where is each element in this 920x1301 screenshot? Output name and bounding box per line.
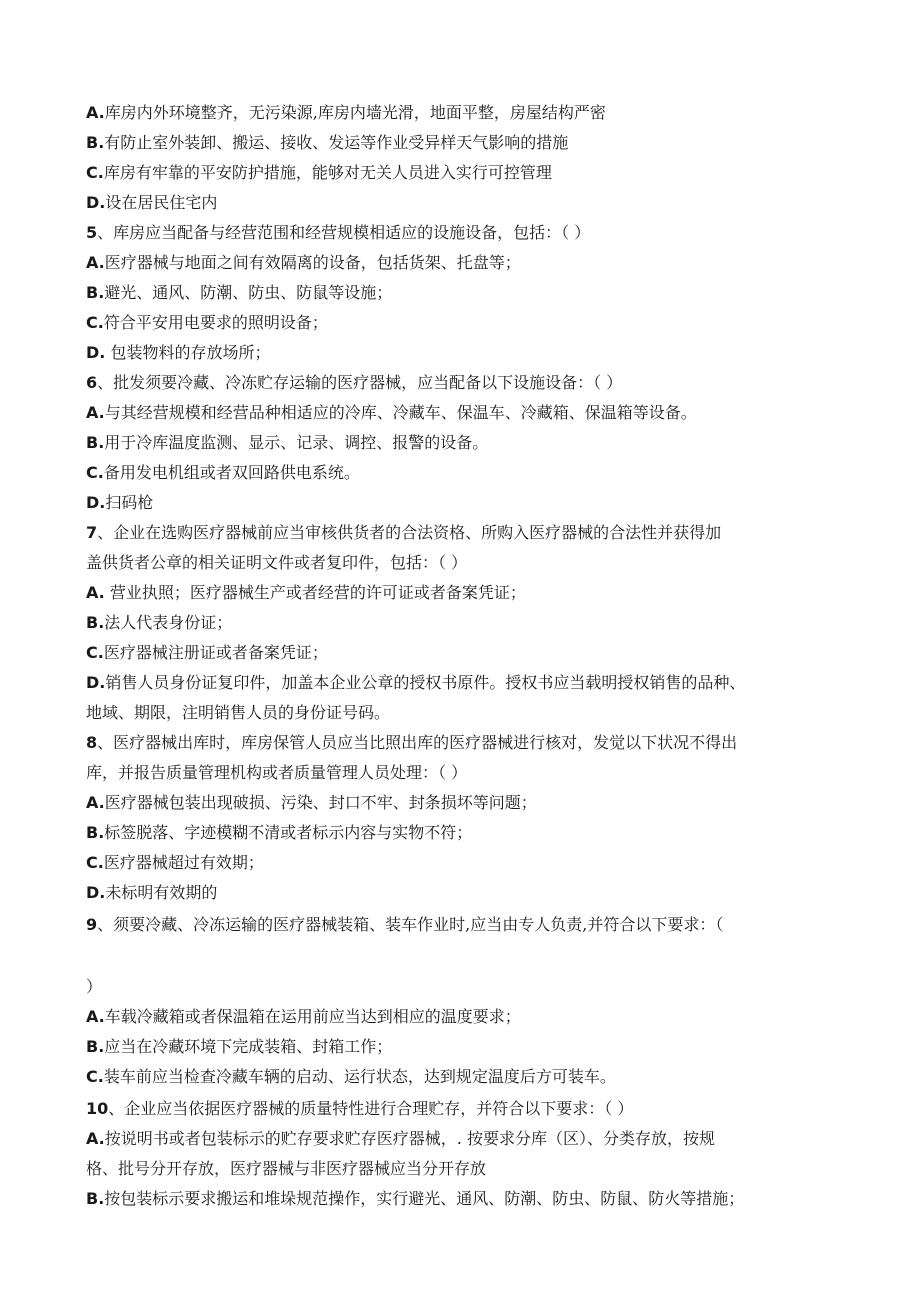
line-text: 医疗器械与地面之间有效隔离的设备，包括货架、托盘等； (104, 253, 521, 272)
text-line (86, 638, 850, 668)
line-text: 法人代表身份证； (104, 613, 233, 632)
question-number: 8 (86, 733, 98, 752)
line-text: 医疗器械包装出现破损、污染、封口不牢、封条损坏等问题； (104, 793, 537, 812)
option-marker: A. (86, 583, 105, 602)
text-line (86, 98, 850, 128)
line-text: 、企业应当依据医疗器械的质量特性进行合理贮存，并符合以下要求：（ ） (108, 1099, 634, 1118)
text-line (86, 188, 850, 218)
text-line (86, 548, 850, 578)
question-number: 7 (86, 523, 98, 542)
option-marker: B. (86, 823, 105, 842)
text-line (86, 668, 850, 698)
line-text: 盖供货者公章的相关证明文件或者复印件，包括：（ ） (86, 553, 468, 572)
line-text: ） (86, 977, 103, 996)
option-marker: A. (86, 793, 105, 812)
line-text: 有防止室外装卸、搬运、接收、发运等作业受异样天气影响的措施 (104, 133, 569, 152)
line-text: 、须要冷藏、冷冻运输的医疗器械装箱、装车作业时,应当由专人负责,并符合以下要求：（ (97, 915, 724, 934)
option-marker: B. (86, 433, 105, 452)
question-line (86, 910, 850, 940)
option-marker: A. (86, 1129, 105, 1148)
line-text: 医疗器械注册证或者备案凭证； (103, 643, 328, 662)
option-marker: A. (86, 253, 105, 272)
option-marker: D. (86, 493, 106, 512)
line-text: 避光、通风、防潮、防虫、防鼠等设施； (104, 283, 393, 302)
line-text: 医疗器械超过有效期； (103, 853, 264, 872)
text-line (86, 1032, 850, 1062)
option-marker: D. (86, 343, 106, 362)
line-text: 设在居民住宅内 (105, 193, 218, 212)
line-text: 库房有牢靠的平安防护措施，能够对无关人员进入实行可控管理 (103, 163, 552, 182)
line-text: 符合平安用电要求的照明设备； (103, 313, 328, 332)
line-text: 、医疗器械出库时，库房保管人员应当比照出库的医疗器械进行核对，发觉以下状况不得出 (97, 733, 738, 752)
text-line (86, 398, 850, 428)
text-line (86, 278, 850, 308)
text-line (86, 1002, 850, 1032)
text-line (86, 158, 850, 188)
line-text: 包装物料的存放场所； (105, 343, 271, 362)
text-line (86, 818, 850, 848)
line-text: 备用发电机组或者双回路供电系统。 (103, 463, 360, 482)
text-line (86, 848, 850, 878)
text-line (86, 1062, 850, 1092)
text-line (86, 1124, 850, 1154)
line-text: 销售人员身份证复印件，加盖本企业公章的授权书原件。授权书应当载明授权销售的品种、 (105, 673, 746, 692)
option-marker: C. (86, 643, 104, 662)
line-text: 未标明有效期的 (105, 883, 218, 902)
option-marker: D. (86, 883, 106, 902)
text-line (86, 128, 850, 158)
text-line (86, 578, 850, 608)
option-marker: C. (86, 313, 104, 332)
option-marker: B. (86, 133, 105, 152)
line-text: 按说明书或者包装标示的贮存要求贮存医疗器械，. 按要求分库（区）、分类存放，按规 (104, 1129, 715, 1148)
line-text: 库，并报告质量管理机构或者质量管理人员处理：（ ） (86, 763, 468, 782)
option-marker: A. (86, 103, 105, 122)
option-marker: C. (86, 853, 104, 872)
text-line (86, 488, 850, 518)
line-text: 与其经营规模和经营品种相适应的冷库、冷藏车、保温车、冷藏箱、保温箱等设备。 (104, 403, 697, 422)
option-marker: B. (86, 613, 105, 632)
text-line (86, 248, 850, 278)
text-line (86, 878, 850, 908)
line-text: 营业执照；医疗器械生产或者经营的许可证或者备案凭证； (104, 583, 526, 602)
text-line (86, 338, 850, 368)
option-marker: B. (86, 283, 105, 302)
text-line (86, 608, 850, 638)
text-line (86, 788, 850, 818)
option-marker: C. (86, 163, 104, 182)
option-marker: D. (86, 673, 106, 692)
text-line (86, 758, 850, 788)
option-marker: A. (86, 1007, 105, 1026)
line-text: 、批发须要冷藏、冷冻贮存运输的医疗器械，应当配备以下设施设备：（ ） (97, 373, 623, 392)
line-text: 库房内外环境整齐，无污染源,库房内墙光滑，地面平整，房屋结构严密 (104, 103, 606, 122)
line-text: 装车前应当检查冷藏车辆的启动、运行状态，达到规定温度后方可装车。 (103, 1067, 616, 1086)
question-line (86, 1094, 850, 1124)
question-number: 9 (86, 915, 98, 934)
line-text: 地域、期限，注明销售人员的身份证号码。 (86, 703, 391, 722)
question-line (86, 218, 850, 248)
option-marker: A. (86, 403, 105, 422)
question-number: 10 (86, 1099, 109, 1118)
line-text: 标签脱落、字迹模糊不清或者标示内容与实物不符； (104, 823, 473, 842)
line-text: 格、批号分开存放，医疗器械与非医疗器械应当分开存放 (86, 1159, 487, 1178)
question-number: 5 (86, 223, 98, 242)
line-text: 应当在冷藏环境下完成装箱、封箱工作； (104, 1037, 393, 1056)
option-marker: B. (86, 1189, 105, 1208)
line-text: 扫码枪 (105, 493, 154, 512)
question-number: 6 (86, 373, 98, 392)
question-line (86, 728, 850, 758)
question-line (86, 518, 850, 548)
text-line (86, 1154, 850, 1184)
line-text: 、库房应当配备与经营范围和经营规模相适应的设施设备，包括：（ ） (97, 223, 591, 242)
text-line (86, 698, 850, 728)
text-line (86, 972, 850, 1002)
text-line (86, 1184, 850, 1214)
text-line (86, 458, 850, 488)
option-marker: D. (86, 193, 106, 212)
question-line (86, 368, 850, 398)
line-text: 用于冷库温度监测、显示、记录、调控、报警的设备。 (104, 433, 489, 452)
text-line (86, 308, 850, 338)
option-marker: C. (86, 1067, 104, 1086)
line-text: 、企业在选购医疗器械前应当审核供货者的合法资格、所购入医疗器械的合法性并获得加 (97, 523, 722, 542)
line-text: 车载冷藏箱或者保温箱在运用前应当达到相应的温度要求； (104, 1007, 521, 1026)
option-marker: B. (86, 1037, 105, 1056)
text-line (86, 428, 850, 458)
option-marker: C. (86, 463, 104, 482)
line-text: 按包装标示要求搬运和堆垛规范操作，实行避光、通风、防潮、防虫、防鼠、防火等措施； (104, 1189, 745, 1208)
